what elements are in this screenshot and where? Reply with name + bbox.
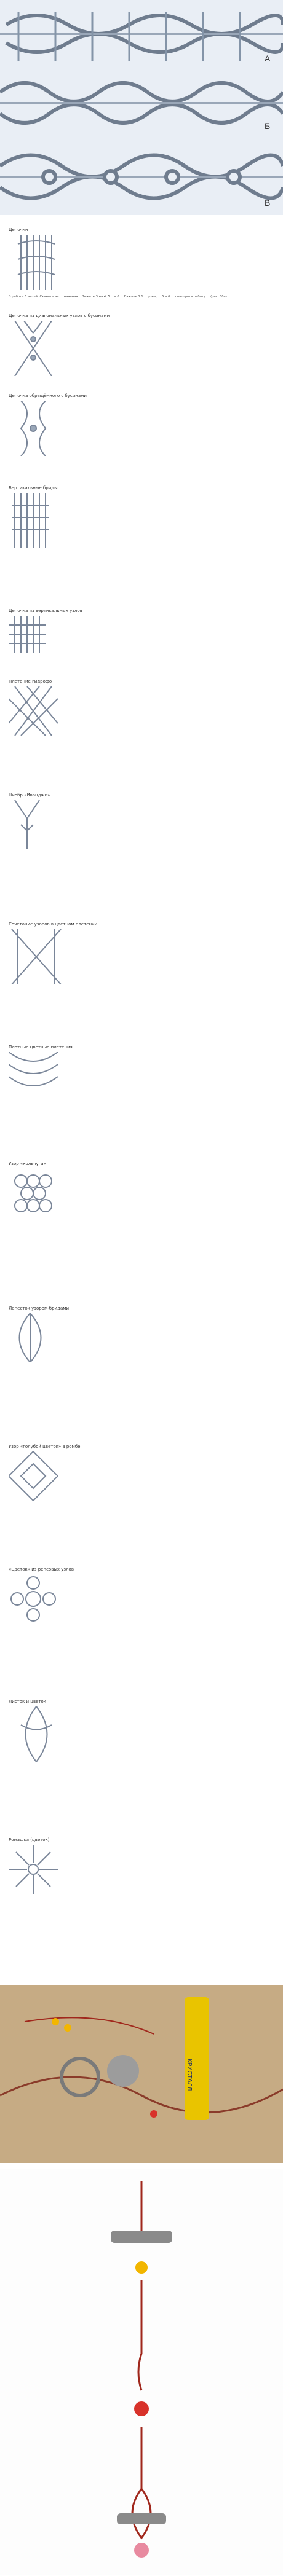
process-photos — [0, 2169, 283, 2575]
leaf-flower-illustration — [9, 1706, 64, 1762]
combo-illustration — [9, 929, 64, 984]
section-title: Цепочки — [9, 227, 28, 232]
section-title: Цепочка из диагональных узлов с бусинами — [9, 313, 110, 318]
section-title: Сочетание узоров в цветном плетении — [9, 922, 98, 927]
section-title: Ромашка (цветок) — [9, 1837, 50, 1842]
vertical-knots-illustration — [9, 616, 46, 653]
section-title: Цепочка из вертикальных узлов — [9, 608, 82, 613]
materials-photo — [0, 1985, 283, 2163]
section-title: Вертикальные бриды — [9, 485, 58, 490]
macrame-bands-illustration — [0, 0, 283, 215]
vertical-brides-illustration — [9, 493, 52, 548]
label-v: В — [265, 198, 271, 208]
glue-label: КРИСТАЛЛ — [186, 2059, 193, 2091]
section-text: В работе 6 нитей. Скиньте на ... начиная... Вяжите 3 на 4, 5... и 6 ... Вяжите 1 1 ... узел, ... 5 и 6 ... повторить работу ... (рис. 30а). — [9, 295, 228, 299]
label-b: Б — [265, 121, 271, 131]
section-title: Лепесток узором-бридами — [9, 1306, 70, 1311]
section-title: Плотные цветные плетения — [9, 1045, 73, 1050]
fringe-illustration — [9, 800, 46, 849]
section-title: Листок и цветок — [9, 1699, 47, 1704]
section-title: Цепочка обращённого с бусинами — [9, 393, 87, 398]
section-title: Узор «кольчуга» — [9, 1161, 46, 1166]
reverse-chain-illustration — [9, 401, 58, 456]
section-title: Ниобр «Иванджи» — [9, 793, 50, 798]
chain-illustration — [9, 235, 64, 290]
daisy-illustration — [9, 1845, 58, 1894]
diagonal-chain-illustration — [9, 321, 58, 376]
diamond-flower-illustration — [9, 1451, 58, 1501]
band-b — [0, 83, 283, 123]
rep-flower-illustration — [9, 1574, 58, 1624]
section-title: Плетение гидрофо — [9, 679, 52, 684]
chainmail-illustration — [9, 1169, 58, 1224]
section-title: «Цветок» из репсовых узлов — [9, 1567, 74, 1572]
section-title: Узор «голубой цветок» в ромбе — [9, 1444, 81, 1449]
petal-illustration — [9, 1313, 52, 1362]
dense-weave-illustration — [9, 1052, 58, 1089]
label-a: А — [265, 53, 271, 63]
weave-illustration — [9, 686, 58, 736]
macrame-bands-svg — [0, 0, 283, 215]
